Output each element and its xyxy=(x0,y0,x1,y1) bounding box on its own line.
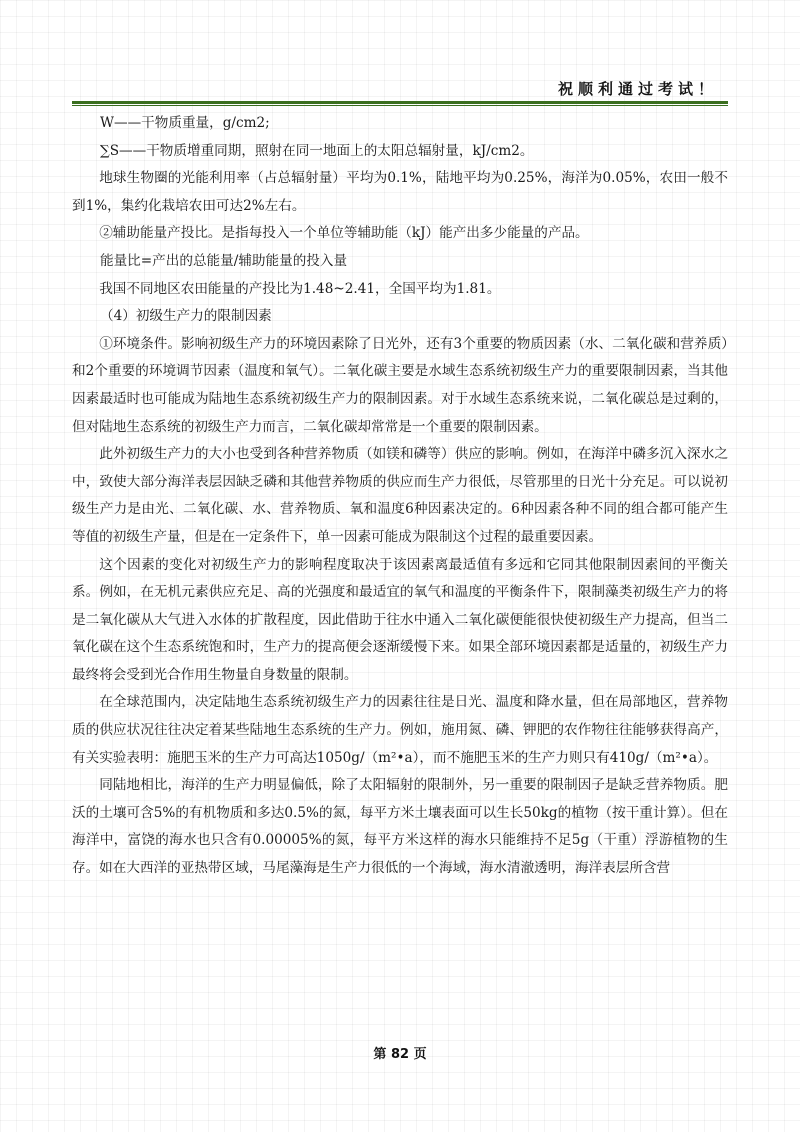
header-rule xyxy=(72,101,728,104)
paragraph-energy-ratio-definition: ②辅助能量产投比。是指每投入一个单位等辅助能（kJ）能产出多少能量的产品。 xyxy=(99,225,589,242)
header-title: 祝顺利通过考试！ xyxy=(557,80,718,98)
page-content xyxy=(72,110,728,883)
formula-definition-sum-s: ∑S——干物质增重同期，照射在同一地面上的太阳总辐射量，kJ/cm2。 xyxy=(100,142,534,159)
page-number: 第 82 页 xyxy=(373,1047,427,1062)
energy-ratio-formula: 能量比=产出的总能量/辅助能量的投入量 xyxy=(100,252,348,269)
section-heading-limiting-factors: （4）初级生产力的限制因素 xyxy=(100,308,272,325)
paragraph-ocean-productivity: 同陆地相比，海洋的生产力明显偏低，除了太阳辐射的限制外，另一重要的限制因子是缺乏营养物质。肥沃的土壤可含5%的有机物质和多达0.5%的氮，每平方米土壤表面可以生长50kg的植物（按干重计算）。但在海洋中，富饶的海水也只含有0.00005%的氮，每平方米这样的海水只能维持不足5g（干重）浮游植物的生存。如在大西洋的亚热带区域，马尾藻海是生产力很低的一个海域，海水清澈透明，海洋表层所含营 xyxy=(72,777,728,877)
paragraph-light-use-efficiency: 地球生物圈的光能利用率（占总辐射量）平均为0.1%，陆地平均为0.25%，海洋为0.05%，农田一般不到1%，集约化栽培农田可达2%左右。 xyxy=(72,170,728,214)
paragraph-global-terrestrial-factors: 在全球范围内，决定陆地生态系统初级生产力的因素往往是日光、温度和降水量，但在局部地区，营养物质的供应状况往往决定着某些陆地生态系统的生产力。例如，施用氮、磷、钾肥的农作物往往能够获得高产，有关实验表明：施肥玉米的生产力可高达1050g/（m²•a），而不施肥玉米的生产力则只有410g/（m²•a）。 xyxy=(72,694,728,766)
paragraph-nutrient-supply: 此外初级生产力的大小也受到各种营养物质（如镁和磷等）供应的影响。例如，在海洋中磷多沉入深水之中，致使大部分海洋表层因缺乏磷和其他营养物质的供应而生产力很低，尽管那里的日光十分充足。可以说初级生产力是由光、二氧化碳、水、营养物质、氧和温度6种因素决定的。6种因素各种不同的组合都可能产生等值的初级生产量，但是在一定条件下，单一因素可能成为限制这个过程的最重要因素。 xyxy=(72,446,728,545)
paragraph-environmental-conditions: ①环境条件。影响初级生产力的环境因素除了日光外，还有3个重要的物质因素（水、二氧化碳和营养质）和2个重要的环境调节因素（温度和氧气）。二氧化碳主要是水域生态系统初级生产力的重要限制因素，当其他因素最适时也可能成为陆地生态系统初级生产力的限制因素。对于水域生态系统来说，二氧化碳总是过剩的，但对陆地生态系统的初级生产力而言，二氧化碳却常常是一个重要的限制因素。 xyxy=(72,335,728,435)
formula-definition-w: W——干物质重量，g/cm2; xyxy=(100,115,270,131)
paragraph-factor-balance: 这个因素的变化对初级生产力的影响程度取决于该因素离最适值有多远和它同其他限制因素间的平衡关系。例如，在无机元素供应充足、高的光强度和最适宜的氧气和温度的平衡条件下，限制藻类初级生产力的将是二氧化碳从大气进入水体的扩散程度，因此借助于往水中通入二氧化碳便能很快使初级生产力提高，但当二氧化碳在这个生态系统饱和时，生产力的提高便会逐渐缓慢下来。如果全部环境因素都是适量的，初级生产力最终将会受到光合作用生物量自身数量的限制。 xyxy=(72,556,728,683)
paragraph-national-energy-ratio: 我国不同地区农田能量的产投比为1.48~2.41，全国平均为1.81。 xyxy=(99,280,501,297)
